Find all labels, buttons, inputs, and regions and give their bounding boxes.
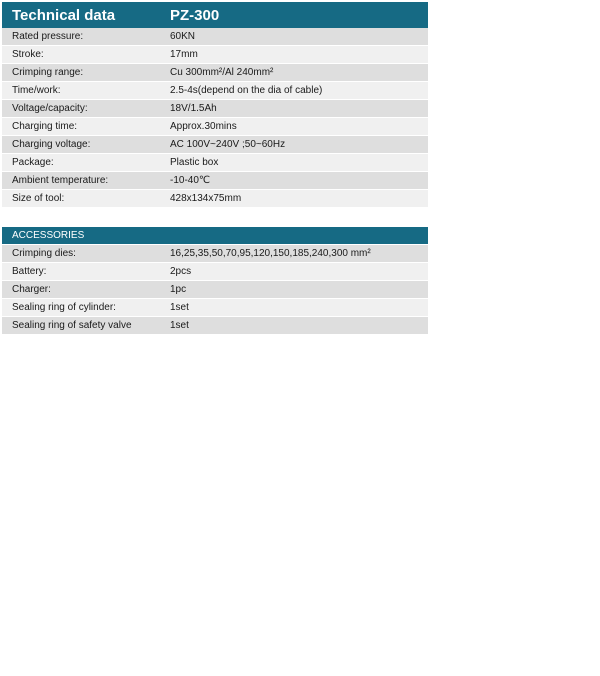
spec-label: Voltage/capacity: [12, 103, 88, 114]
spec-label: Package: [12, 157, 54, 168]
spec-value: AC 100V~240V ;50~60Hz [170, 139, 286, 150]
spec-label: Ambient temperature: [12, 175, 109, 186]
spec-row-charging-voltage [2, 136, 428, 153]
technical-data-header [2, 2, 428, 28]
accessory-value: 2pcs [170, 266, 192, 277]
spec-label: Charging voltage: [12, 139, 91, 150]
spec-value: -10-40℃ [170, 175, 211, 186]
spec-row-ambient-temperature [2, 172, 428, 189]
accessory-label: Battery: [12, 266, 47, 277]
accessory-row-sealing-ring-safety-valve [2, 317, 428, 334]
accessory-row-battery [2, 263, 428, 280]
accessory-value: 1set [170, 302, 189, 313]
accessory-label: Charger: [12, 284, 51, 295]
spec-row-rated-pressure [2, 28, 428, 45]
section-gap [2, 208, 428, 227]
spec-sheet [2, 2, 428, 335]
technical-data-title: Technical data [12, 6, 116, 24]
spec-value: 60KN [170, 31, 196, 42]
accessory-row-charger [2, 281, 428, 298]
spec-value: Cu 300mm²/Al 240mm² [170, 67, 274, 78]
accessory-row-sealing-ring-cylinder [2, 299, 428, 316]
spec-label: Size of tool: [12, 193, 65, 204]
spec-label: Rated pressure: [12, 31, 84, 42]
spec-value: Approx.30mins [170, 121, 237, 132]
accessory-row-crimping-dies [2, 245, 428, 262]
accessory-value: 16,25,35,50,70,95,120,150,185,240,300 mm² [170, 248, 371, 259]
accessories-header: ACCESSORIES [2, 227, 428, 244]
spec-label: Charging time: [12, 121, 78, 132]
spec-value: 2.5-4s(depend on the dia of cable) [170, 85, 323, 96]
spec-label: Time/work: [12, 85, 61, 96]
accessory-label: Sealing ring of cylinder: [12, 302, 116, 313]
spec-row-size-of-tool [2, 190, 428, 207]
accessory-label: Sealing ring of safety valve [12, 320, 132, 331]
model-name: PZ-300 [170, 6, 220, 24]
accessory-label: Crimping dies: [12, 248, 76, 259]
accessory-value: 1set [170, 320, 189, 331]
spec-row-package [2, 154, 428, 171]
accessory-value: 1pc [170, 284, 187, 295]
spec-label: Stroke: [12, 49, 44, 60]
spec-value: 18V/1.5Ah [170, 103, 217, 114]
spec-row-time-work [2, 82, 428, 99]
spec-row-crimping-range [2, 64, 428, 81]
spec-value: 17mm [170, 49, 198, 60]
spec-row-charging-time [2, 118, 428, 135]
spec-value: Plastic box [170, 157, 219, 168]
spec-label: Crimping range: [12, 67, 84, 78]
spec-row-stroke [2, 46, 428, 63]
spec-row-voltage-capacity [2, 100, 428, 117]
spec-value: 428x134x75mm [170, 193, 242, 204]
